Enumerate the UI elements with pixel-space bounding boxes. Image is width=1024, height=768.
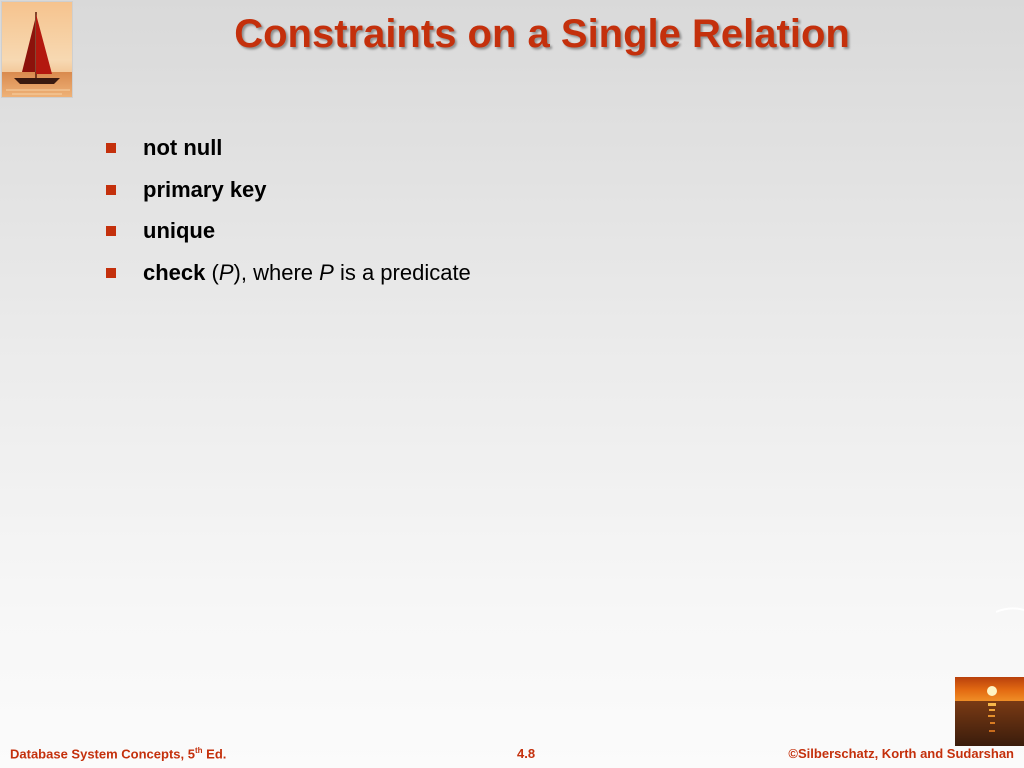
square-bullet-icon <box>106 226 116 236</box>
footer-edition-suffix: Ed. <box>202 746 227 762</box>
bullet-paren-open: ( <box>205 259 219 285</box>
footer-edition-sup: th <box>194 746 203 755</box>
footer-book-title <box>10 746 226 761</box>
bullet-text-predicate: is a predicate <box>333 259 471 285</box>
bullet-text-where: where <box>246 259 320 285</box>
list-item <box>106 258 471 300</box>
bullet-paren-close: ), <box>233 259 247 285</box>
bullet-param-2: P <box>319 259 334 285</box>
bullet-text: not null <box>143 135 223 160</box>
bullet-text: primary key <box>143 176 267 202</box>
square-bullet-icon <box>106 185 116 195</box>
decorative-swoosh-icon <box>996 607 1024 613</box>
footer-page-number: 4.8 <box>517 746 536 761</box>
square-bullet-icon <box>106 268 116 278</box>
footer-copyright: ©Silberschatz, Korth and Sudarshan <box>788 746 1014 761</box>
list-item <box>106 216 471 258</box>
slide-title: Constraints on a Single Relation <box>234 12 850 56</box>
bullet-text: unique <box>143 218 216 243</box>
bullet-param: P <box>218 259 234 285</box>
square-bullet-icon <box>106 143 116 153</box>
list-item <box>106 175 471 217</box>
sunset-logo-icon <box>955 677 1024 746</box>
bullet-keyword: check <box>143 259 206 285</box>
list-item <box>106 133 471 175</box>
bullet-list <box>106 133 471 299</box>
footer-book-title-text: Database System Concepts, 5 <box>10 746 195 762</box>
